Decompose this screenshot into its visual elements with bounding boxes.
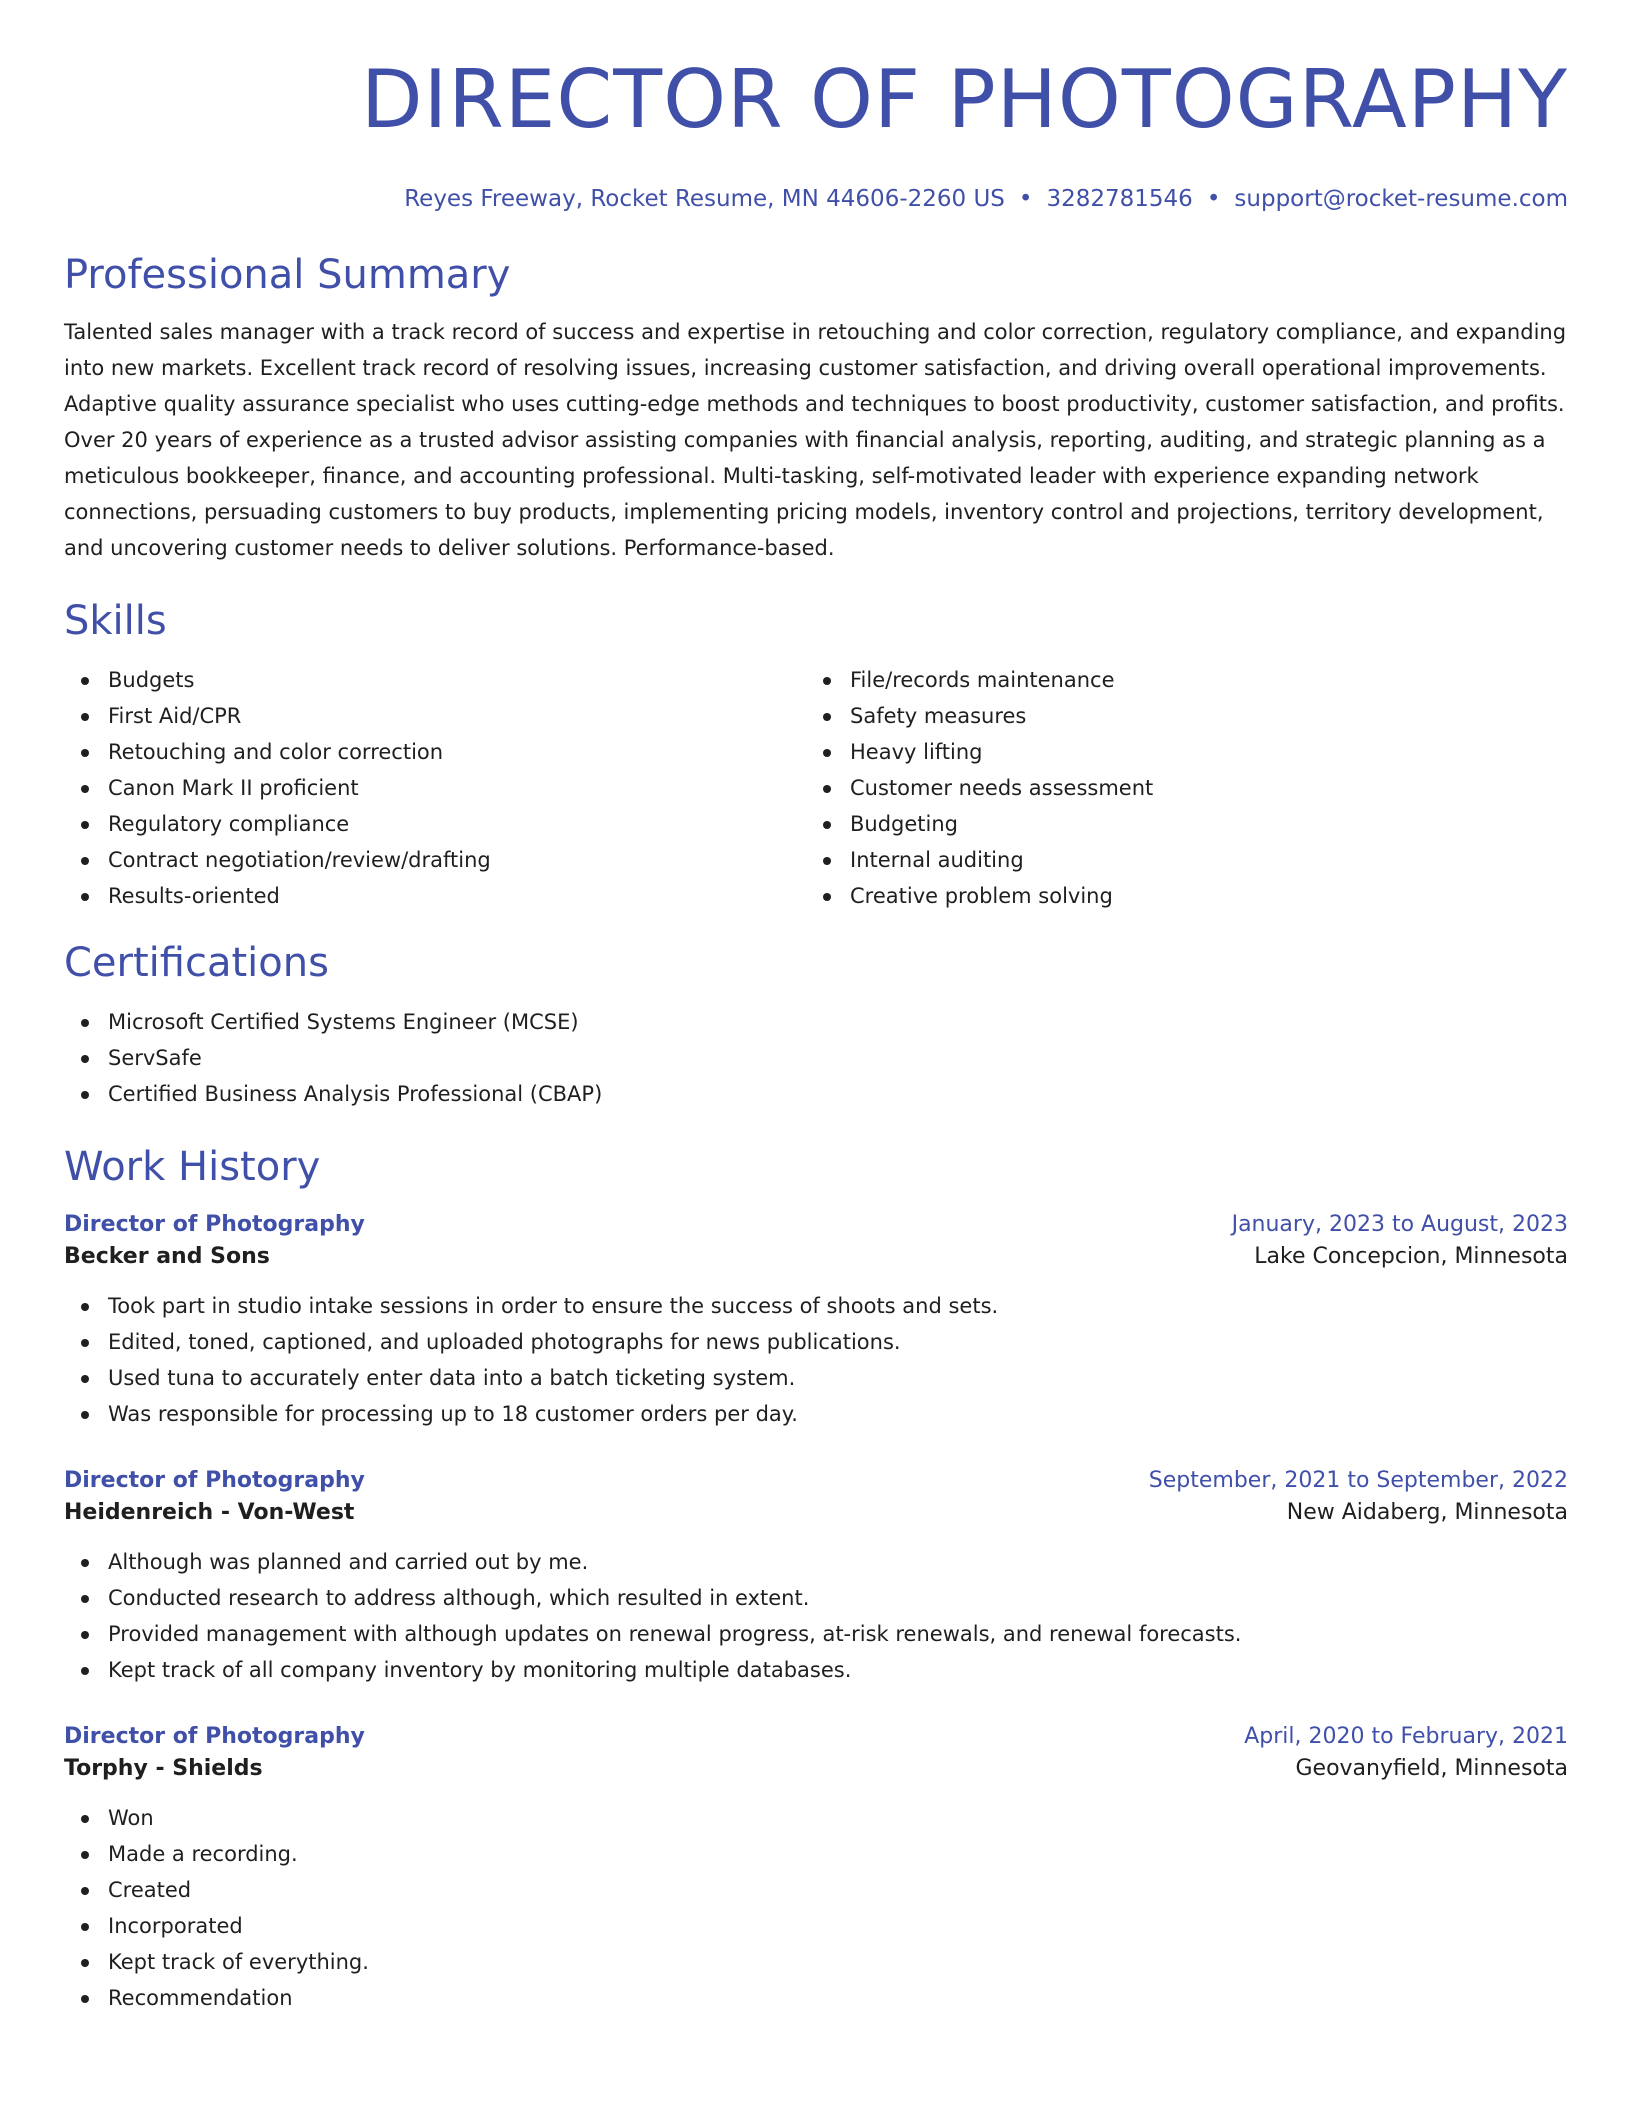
skill-item: Results-oriented — [64, 878, 806, 914]
skills-grid — [64, 662, 1568, 914]
contact-line — [64, 184, 1568, 214]
job-entry — [64, 1722, 1568, 2016]
job-company: Torphy - Shields — [64, 1756, 263, 1781]
job-bullet: Was responsible for processing up to 18 customer orders per day. — [64, 1396, 1568, 1432]
job-location: Geovanyfield, Minnesota — [1295, 1756, 1568, 1781]
summary-text: Talented sales manager with a track record of success and expertise in retouching and color correction, regulatory compliance, and expanding into new markets. Excellent track record of resolving issues, increasing customer satisfaction, and driving overall operational improvements. Adaptive quality assurance specialist who uses cutting-edge methods and techniques to boost productivity, customer satisfaction, and profits. Over 20 years of experience as a trusted advisor assisting companies with financial analysis, reporting, auditing, and strategic planning as a meticulous bookkeeper, finance, and accounting professional. Multi-tasking, self-motivated leader with experience expanding network connections, persuading customers to buy products, implementing pricing models, inventory control and projections, territory development, and uncovering customer needs to deliver solutions. Performance-based. — [64, 320, 1567, 560]
job-company-row — [64, 1752, 1568, 1786]
job-title: Director of Photography — [64, 1468, 365, 1493]
email: support@rocket-resume.com — [1234, 186, 1568, 212]
job-bullet: Provided management with although updates on renewal progress, at-risk renewals, and renewal forecasts. — [64, 1616, 1568, 1652]
job-bullet: Made a recording. — [64, 1836, 1568, 1872]
job-dates: September, 2021 to September, 2022 — [1148, 1468, 1568, 1493]
job-company-row — [64, 1496, 1568, 1530]
job-bullets — [64, 1800, 1568, 2016]
job-bullet: Conducted research to address although, which resulted in extent. — [64, 1580, 1568, 1616]
job-company: Heidenreich - Von-West — [64, 1500, 355, 1525]
skill-item: First Aid/CPR — [64, 698, 806, 734]
skill-item: Customer needs assessment — [806, 770, 1548, 806]
skills-list-left — [64, 662, 806, 914]
job-bullets — [64, 1544, 1568, 1688]
job-dates: January, 2023 to August, 2023 — [1231, 1212, 1568, 1237]
job-company: Becker and Sons — [64, 1244, 270, 1269]
page-title: DIRECTOR OF PHOTOGRAPHY — [361, 53, 1568, 146]
job-header-row — [64, 1210, 1568, 1240]
certifications-list — [64, 1004, 1568, 1112]
separator-dot: • — [1018, 186, 1033, 212]
job-bullet: Kept track of all company inventory by monitoring multiple databases. — [64, 1652, 1568, 1688]
job-location: New Aidaberg, Minnesota — [1286, 1500, 1568, 1525]
separator-dot: • — [1206, 186, 1221, 212]
job-bullet: Incorporated — [64, 1908, 1568, 1944]
skill-item: Canon Mark II proficient — [64, 770, 806, 806]
skill-item: Retouching and color correction — [64, 734, 806, 770]
skill-item: Contract negotiation/review/drafting — [64, 842, 806, 878]
section-heading-summary: Professional Summary — [64, 252, 511, 298]
skill-item: Safety measures — [806, 698, 1548, 734]
certification-item: Microsoft Certified Systems Engineer (MCSE) — [64, 1004, 1568, 1040]
section-heading-skills: Skills — [64, 598, 167, 644]
job-entry — [64, 1210, 1568, 1432]
job-company-row — [64, 1240, 1568, 1274]
job-dates: April, 2020 to February, 2021 — [1244, 1724, 1568, 1749]
skill-item: Budgeting — [806, 806, 1548, 842]
certification-item: Certified Business Analysis Professional (CBAP) — [64, 1076, 1568, 1112]
job-bullet: Created — [64, 1872, 1568, 1908]
skills-list-right — [806, 662, 1548, 914]
job-entry — [64, 1466, 1568, 1688]
job-header-row — [64, 1722, 1568, 1752]
skill-item: Creative problem solving — [806, 878, 1548, 914]
skill-item: Regulatory compliance — [64, 806, 806, 842]
job-bullet: Edited, toned, captioned, and uploaded photographs for news publications. — [64, 1324, 1568, 1360]
skill-item: Budgets — [64, 662, 806, 698]
skill-item: File/records maintenance — [806, 662, 1548, 698]
job-bullet: Kept track of everything. — [64, 1944, 1568, 1980]
skill-item: Heavy lifting — [806, 734, 1548, 770]
job-bullet: Used tuna to accurately enter data into a batch ticketing system. — [64, 1360, 1568, 1396]
job-bullet: Took part in studio intake sessions in order to ensure the success of shoots and sets. — [64, 1288, 1568, 1324]
section-heading-certifications: Certifications — [64, 940, 329, 986]
address: Reyes Freeway, Rocket Resume, MN 44606-2260 US — [404, 186, 1005, 212]
job-bullets — [64, 1288, 1568, 1432]
section-heading-work-history: Work History — [64, 1144, 321, 1190]
job-bullet: Although was planned and carried out by me. — [64, 1544, 1568, 1580]
certification-item: ServSafe — [64, 1040, 1568, 1076]
phone: 3282781546 — [1046, 186, 1193, 212]
job-header-row — [64, 1466, 1568, 1496]
job-bullet: Won — [64, 1800, 1568, 1836]
skill-item: Internal auditing — [806, 842, 1548, 878]
job-location: Lake Concepcion, Minnesota — [1254, 1244, 1568, 1269]
job-title: Director of Photography — [64, 1724, 365, 1749]
job-title: Director of Photography — [64, 1212, 365, 1237]
job-bullet: Recommendation — [64, 1980, 1568, 2016]
